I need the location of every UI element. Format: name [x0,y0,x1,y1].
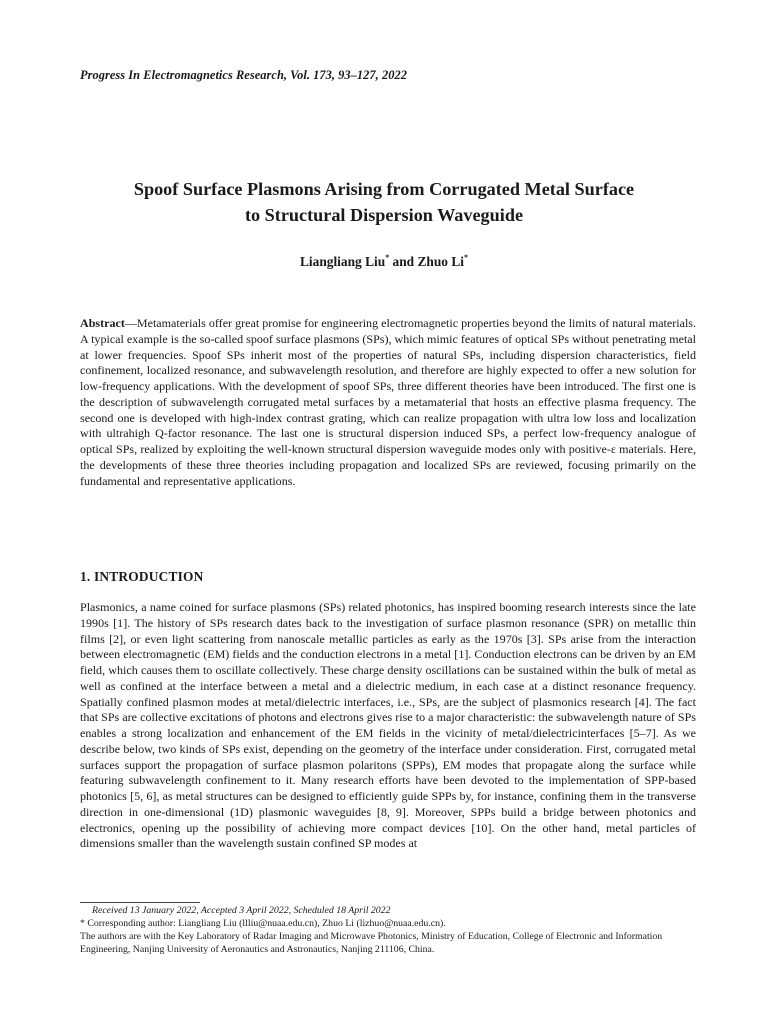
abstract-lead: Abstract [80,316,125,330]
author-2-mark: * [464,253,469,262]
section-heading: 1. INTRODUCTION [80,569,204,584]
author-1: Liangliang Liu [299,254,386,269]
section-body: Plasmonics, a name coined for surface plasmons (SPs) related photonics, has inspired booming research interests since the late 1990s [1]. The history of SPs research dates back to the investigation of surface plasmon resonance (SPR) on metallic thin films [2], or even light scattering from nanoscale metallic particles as early as the 1970s [3]. SPs arise from the interaction between electromagnetic (EM) fields and the conduction electrons in a metal [1]. Conduction electrons can be driven by an EM field, which causes them to oscillate collectively. These charge density oscillations can be sustained within the bulk of metal as well as confined at the interface between a metal and a dielectric medium, in each case at a distinct resonance frequency. Spatially confined plasmon modes at metal/dielectric interfaces, i.e., SPs, are the subject of plasmonics research [4]. The fact that SPs are collective excitations of photons and electrons gives rise to a major characteristic: the subwavelength nature of SPs enables a strong localization and enhancement of the EM fields in the vicinity of metal/dielectricinterfaces [5–7]. As we describe below, two kinds of SPs exist, depending on the geometry of the interface under consideration. First, corrugated metal surfaces support the propagation of surface plasmon polaritons (SPPs), EM modes that propagate along the surface while featuring subwavelength confinement to it. Many research efforts have been devoted to the implementation of SPP-based photonics [5, 6], as metal structures can be designed to efficiently guide SPPs by, for instance, confining them in the transverse direction in one-dimensional (1D) plasmonic waveguides [8, 9]. Moreover, SPPs build a bridge between photonics and electronics, opening up the possibility of achieving more compact devices [10]. On the other hand, metal particles of dimensions smaller than the wavelength sustain confined SP modes at [80,600,696,851]
abstract [80,316,696,489]
author-1-mark: * [385,253,390,262]
title-line-1: Spoof Surface Plasmons Arising from Corrugated Metal Surface [133,179,635,199]
footnote-corresponding: * Corresponding author: Liangliang Liu (llliu@nuaa.edu.cn), Zhuo Li (lizhuo@nuaa.edu.cn). [80,918,446,929]
abstract-text: —Metamaterials offer great promise for engineering electromagnetic properties beyond the limits of natural materials. A typical example is the so-called spoof surface plasmons (SPs), which mimic features of optical SPs without penetrating metal at lower frequencies. Spoof SPs inherit most of the properties of natural SPs, including dispersion characteristics, field confinement, localized resonance, and subwavelength resolution, and therefore are highly expected to offer a new solution for low-frequency applications. With the development of spoof SPs, three different theories have been introduced. The first one is the description of subwavelength corrugated metal surfaces by a metamaterial that hosts an effective plasma frequency. The second one is developed with high-index contrast grating, which can realize propagation with ultra low loss and localization with ultrahigh Q-factor resonance. The last one is structural dispersion induced SPs, a perfect low-frequency analogue of optical SPs, realized by exploiting the well-known structural dispersion waveguide modes only with positive-ε materials. Here, the developments of these three theories including propagation and localized SPs are reviewed, focusing primarily on the fundamental and representative applications. [80,316,696,488]
footnote-divider [80,902,200,903]
author-list [80,253,688,270]
author-2: Zhuo Li [417,254,465,269]
footnotes [80,904,696,956]
footnote-received: Received 13 January 2022, Accepted 3 April 2022, Scheduled 18 April 2022 [92,905,391,916]
journal-header: Progress In Electromagnetics Research, Vol. 173, 93–127, 2022 [80,68,407,82]
paper-title [80,176,688,228]
author-conjunction: and [389,254,418,269]
title-line-2: to Structural Dispersion Waveguide [244,205,524,225]
footnote-affiliation: The authors are with the Key Laboratory of Radar Imaging and Microwave Photonics, Ministry of Education, College of Electronic and Information Engineering, Nanjing University of Aeronautics and Astronautics, Nanjing 211106, China. [80,931,663,955]
